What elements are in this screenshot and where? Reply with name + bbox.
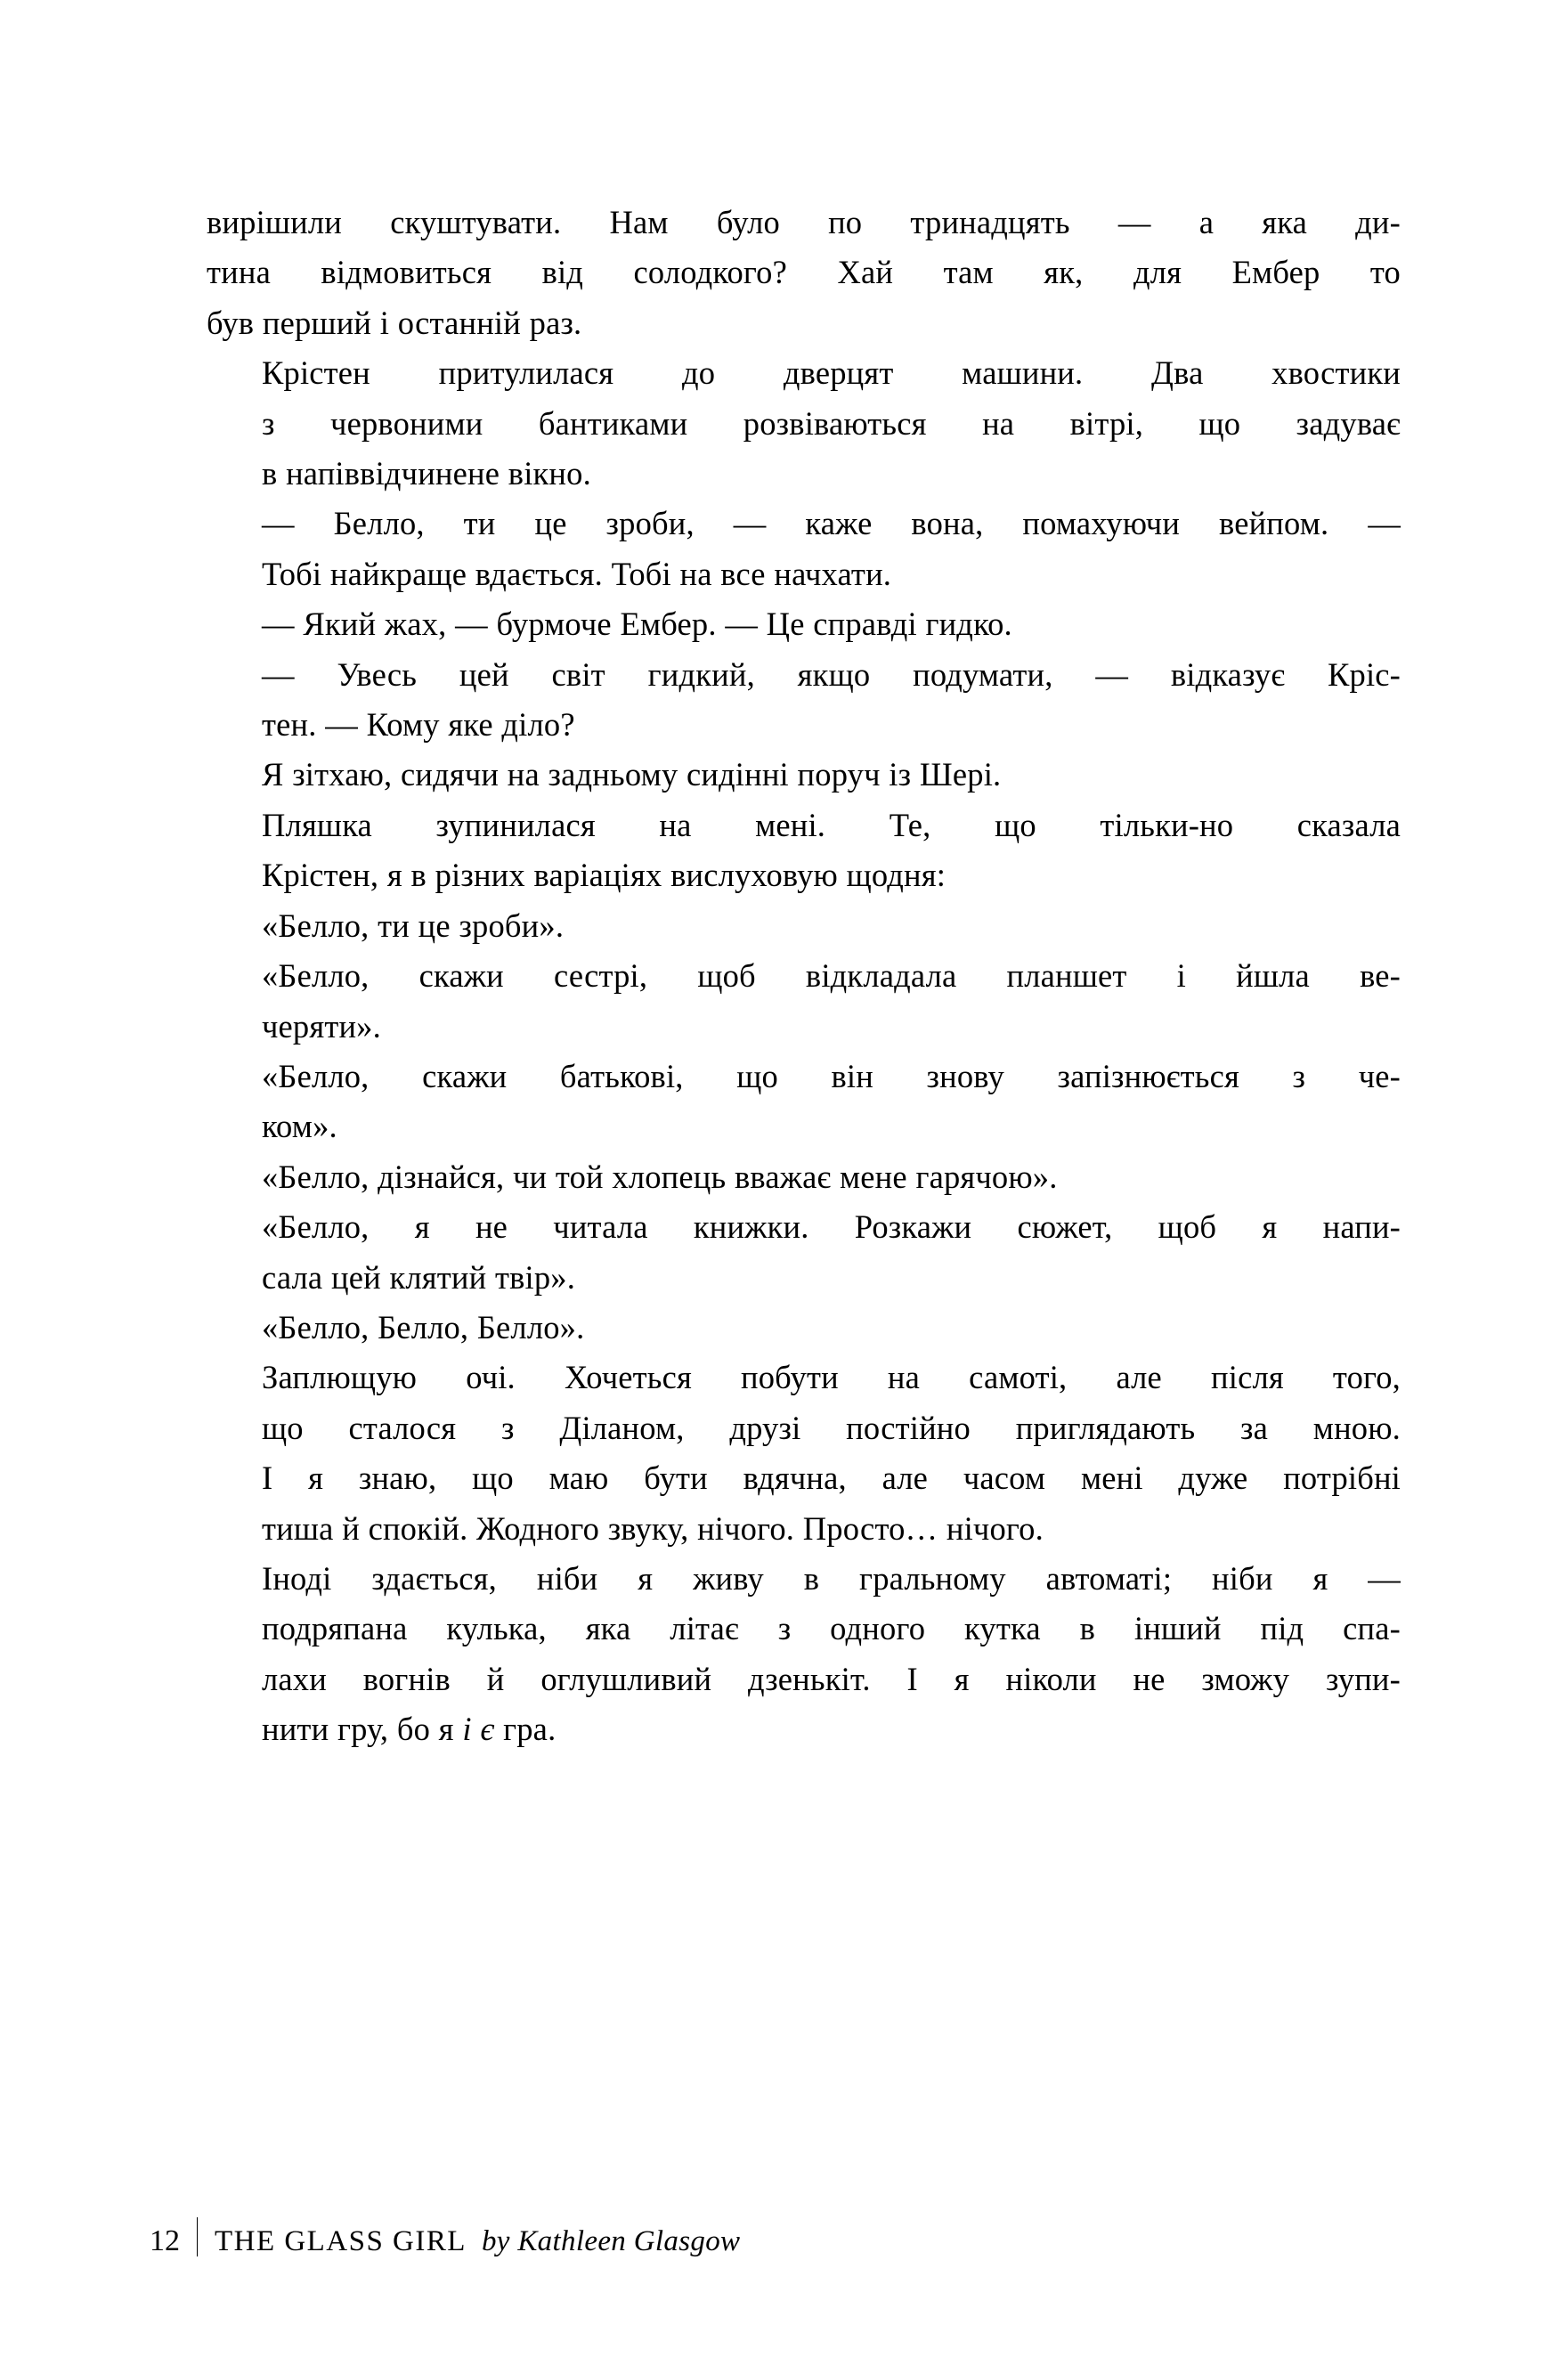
paragraph (207, 1052, 1401, 1152)
text-line: Пляшка зупинилася на мені. Те, що тільки-но сказала (262, 806, 1401, 843)
text-line: Заплющую очі. Хочеться побути на самоті, але після того, (262, 1359, 1401, 1396)
page-number: 12 (150, 2224, 180, 2257)
paragraph (207, 348, 1401, 499)
paragraph (207, 599, 1401, 649)
text-line: — Який жах, — бурмоче Ембер. — Це справді гидко. (262, 606, 1012, 643)
paragraph (207, 801, 1401, 901)
text-line: тина відмовиться від солодкого? Хай там як, для Ембер то (207, 254, 1401, 291)
text-line: вирішили скуштувати. Нам було по тринадцять — а яка ди- (207, 204, 1401, 240)
text-line: був перший і останній раз. (207, 304, 582, 341)
paragraph (207, 1303, 1401, 1353)
final-line-suffix: гра. (494, 1711, 557, 1748)
text-line: черяти». (262, 1007, 381, 1045)
text-line: Іноді здається, ніби я живу в гральному автоматі; ніби я — (262, 1559, 1401, 1597)
text-line: І я знаю, що маю бути вдячна, але часом мені дуже потрібні (262, 1459, 1401, 1497)
text-line: «Белло, дізнайся, чи той хлопець вважає мене гарячою». (262, 1158, 1058, 1195)
text-line: з червоними бантиками розвіваються на вітрі, що задуває (262, 404, 1401, 442)
text-line: сала цей клятий твір». (262, 1258, 576, 1296)
text-line: «Белло, ти це зроби». (262, 907, 565, 944)
text-line: подряпана кулька, яка літає з одного кутка в інший під спа- (262, 1610, 1401, 1647)
text-line: ком». (262, 1108, 337, 1145)
paragraph (207, 901, 1401, 951)
text-line: тен. — Кому яке діло? (262, 706, 575, 744)
text-line: — Увесь цей світ гидкий, якщо подумати, — відказує Кріс- (262, 655, 1401, 693)
final-line-prefix: нити гру, бо я (262, 1711, 463, 1748)
text-line: — Белло, ти це зроби, — каже вона, помахуючи вейпом. — (262, 505, 1401, 542)
paragraph (207, 198, 1401, 348)
text-line: «Белло, скажи батькові, що він знову запізнюється з че- (262, 1057, 1401, 1094)
paragraph (207, 1353, 1401, 1554)
text-line-final (207, 1704, 1401, 1754)
text-line: тиша й спокій. Жодного звуку, нічого. Просто… нічого. (262, 1509, 1044, 1547)
paragraph (207, 1202, 1401, 1303)
text-line: лахи вогнів й оглушливий дзенькіт. І я ніколи не зможу зупи- (262, 1660, 1401, 1697)
book-title: THE GLASS GIRL (215, 2225, 467, 2257)
footer-divider (197, 2217, 198, 2256)
emphasis-text: і є (462, 1711, 495, 1748)
author-byline: by Kathleen Glasgow (481, 2225, 741, 2257)
paragraph (207, 951, 1401, 1052)
text-line: що сталося з Діланом, друзі постійно приглядають за мною. (262, 1409, 1401, 1446)
paragraph (207, 750, 1401, 800)
body-text-column (207, 198, 1401, 1755)
paragraph (207, 1554, 1401, 1755)
text-line: Я зітхаю, сидячи на задньому сидінні поруч із Шері. (262, 756, 1002, 793)
text-line: «Белло, я не читала книжки. Розкажи сюжет, щоб я напи- (262, 1208, 1401, 1246)
text-line: «Белло, Белло, Белло». (262, 1308, 585, 1346)
text-line: Крістен притулилася до дверцят машини. Два хвостики (262, 354, 1401, 392)
paragraph (207, 1152, 1401, 1202)
paragraph (207, 650, 1401, 751)
text-line: Крістен, я в різних варіаціях вислуховую щодня: (262, 857, 946, 894)
running-footer (150, 2211, 740, 2256)
paragraph (207, 499, 1401, 599)
text-line: Тобі найкраще вдається. Тобі на все начхати. (262, 555, 892, 592)
text-line: «Белло, скажи сестрі, щоб відкладала планшет і йшла ве- (262, 957, 1401, 995)
text-line: в напіввідчинене вікно. (262, 455, 591, 492)
